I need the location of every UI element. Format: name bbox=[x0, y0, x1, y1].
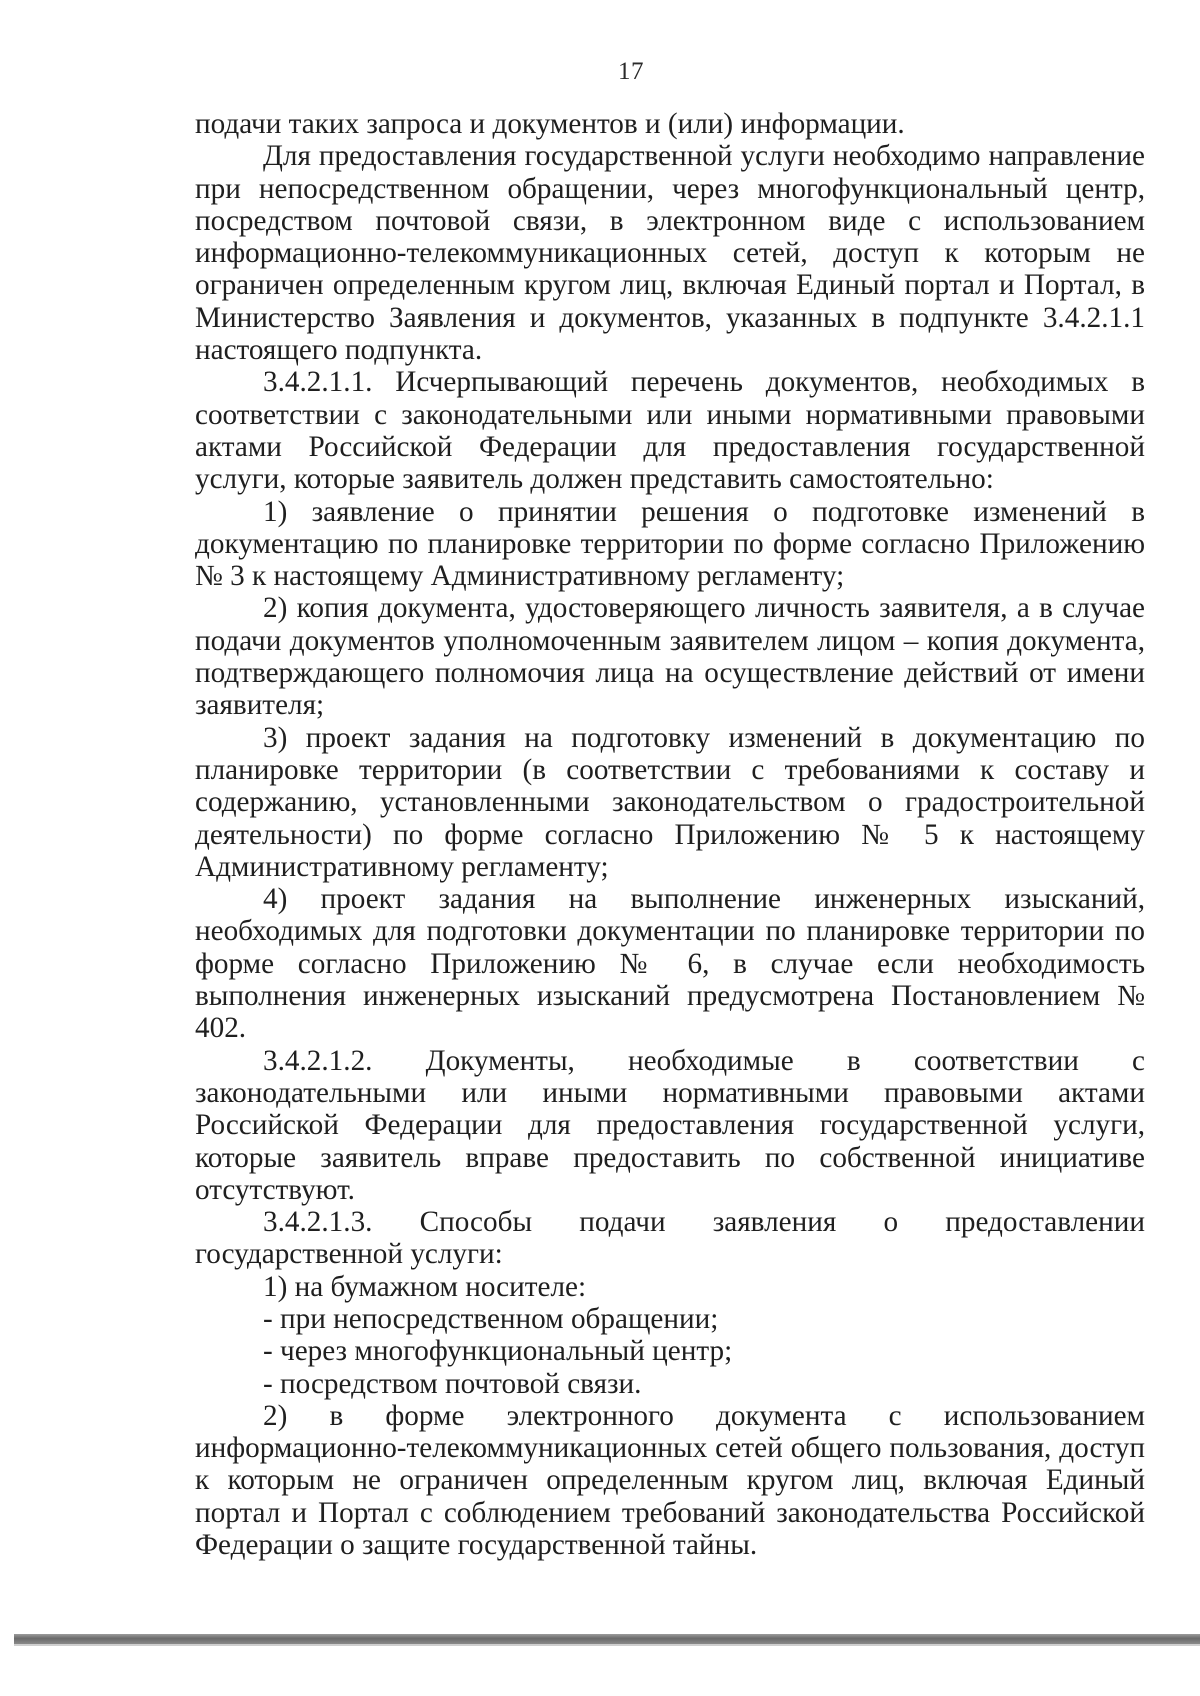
paragraph-3-4-2-1-1: 3.4.2.1.1. Исчерпывающий перечень документов, необходимых в соответствии с законодательными или иными нормативными правовыми актами Российской Федерации для предоставления государственной услуги, которые заявитель должен представить самостоятельно: bbox=[195, 366, 1145, 496]
scan-bottom-edge bbox=[14, 1634, 1200, 1644]
list-item-4-engineering-task: 4) проект задания на выполнение инженерных изысканий, необходимых для подготовки документации по планировке территории по форме согласно Приложению № 6, в случае если необходимость выполнения инженерных изысканий предусмотрена Постановлением № 402. bbox=[195, 883, 1145, 1045]
list-subitem-post: - посредством почтовой связи. bbox=[263, 1367, 642, 1400]
list-item-paper: 1) на бумажном носителе: bbox=[263, 1270, 587, 1303]
list-subitem-mfc: - через многофункциональный центр; bbox=[263, 1335, 733, 1368]
document-body bbox=[195, 108, 1145, 1561]
paragraph-3-4-2-1-3: 3.4.2.1.3. Способы подачи заявления о предоставлении государственной услуги: bbox=[195, 1206, 1145, 1271]
page-number: 17 bbox=[618, 58, 644, 85]
list-item-2-id-copy: 2) копия документа, удостоверяющего личность заявителя, а в случае подачи документов уполномоченным заявителем лицом – копия документа, подтверждающего полномочия лица на осуществление действий от имени заявителя; bbox=[195, 592, 1145, 722]
list-item-3-project-task: 3) проект задания на подготовку изменений в документацию по планировке территории (в соответствии с требованиями к составу и содержанию, установленными законодательством о градостроительной деятельности) по форме согласно Приложению № 5 к настоящему Административному регламенту; bbox=[195, 721, 1145, 883]
list-subitem-direct: - при непосредственном обращении; bbox=[263, 1302, 719, 1335]
paragraph-submission-methods-intro: Для предоставления государственной услуги необходимо направление при непосредственном обращении, через многофункциональный центр, посредством почтовой связи, в электронном виде с использованием информационно-телекоммуникационных сетей, доступ к которым не ограничен определенным кругом лиц, включая Единый портал и Портал, в Министерство Заявления и документов, указанных в подпункте 3.4.2.1.1 настоящего подпункта. bbox=[195, 140, 1145, 367]
paragraph-3-4-2-1-2: 3.4.2.1.2. Документы, необходимые в соответствии с законодательными или иными нормативными правовыми актами Российской Федерации для предоставления государственной услуги, которые заявитель вправе предоставить по собственной инициативе отсутствуют. bbox=[195, 1044, 1145, 1206]
paragraph-continuation: подачи таких запроса и документов и (или) информации. bbox=[195, 108, 905, 140]
list-item-electronic: 2) в форме электронного документа с использованием информационно-телекоммуникационных сетей общего пользования, доступ к которым не ограничен определенным кругом лиц, включая Единый портал и Портал с соблюдением требований законодательства Российской Федерации о защите государственной тайны. bbox=[195, 1399, 1145, 1562]
list-item-1-application: 1) заявление о принятии решения о подготовке изменений в документацию по планировке территории по форме согласно Приложению № 3 к настоящему Административному регламенту; bbox=[195, 495, 1145, 593]
scan-bottom-edge-shadow bbox=[14, 1644, 1200, 1646]
